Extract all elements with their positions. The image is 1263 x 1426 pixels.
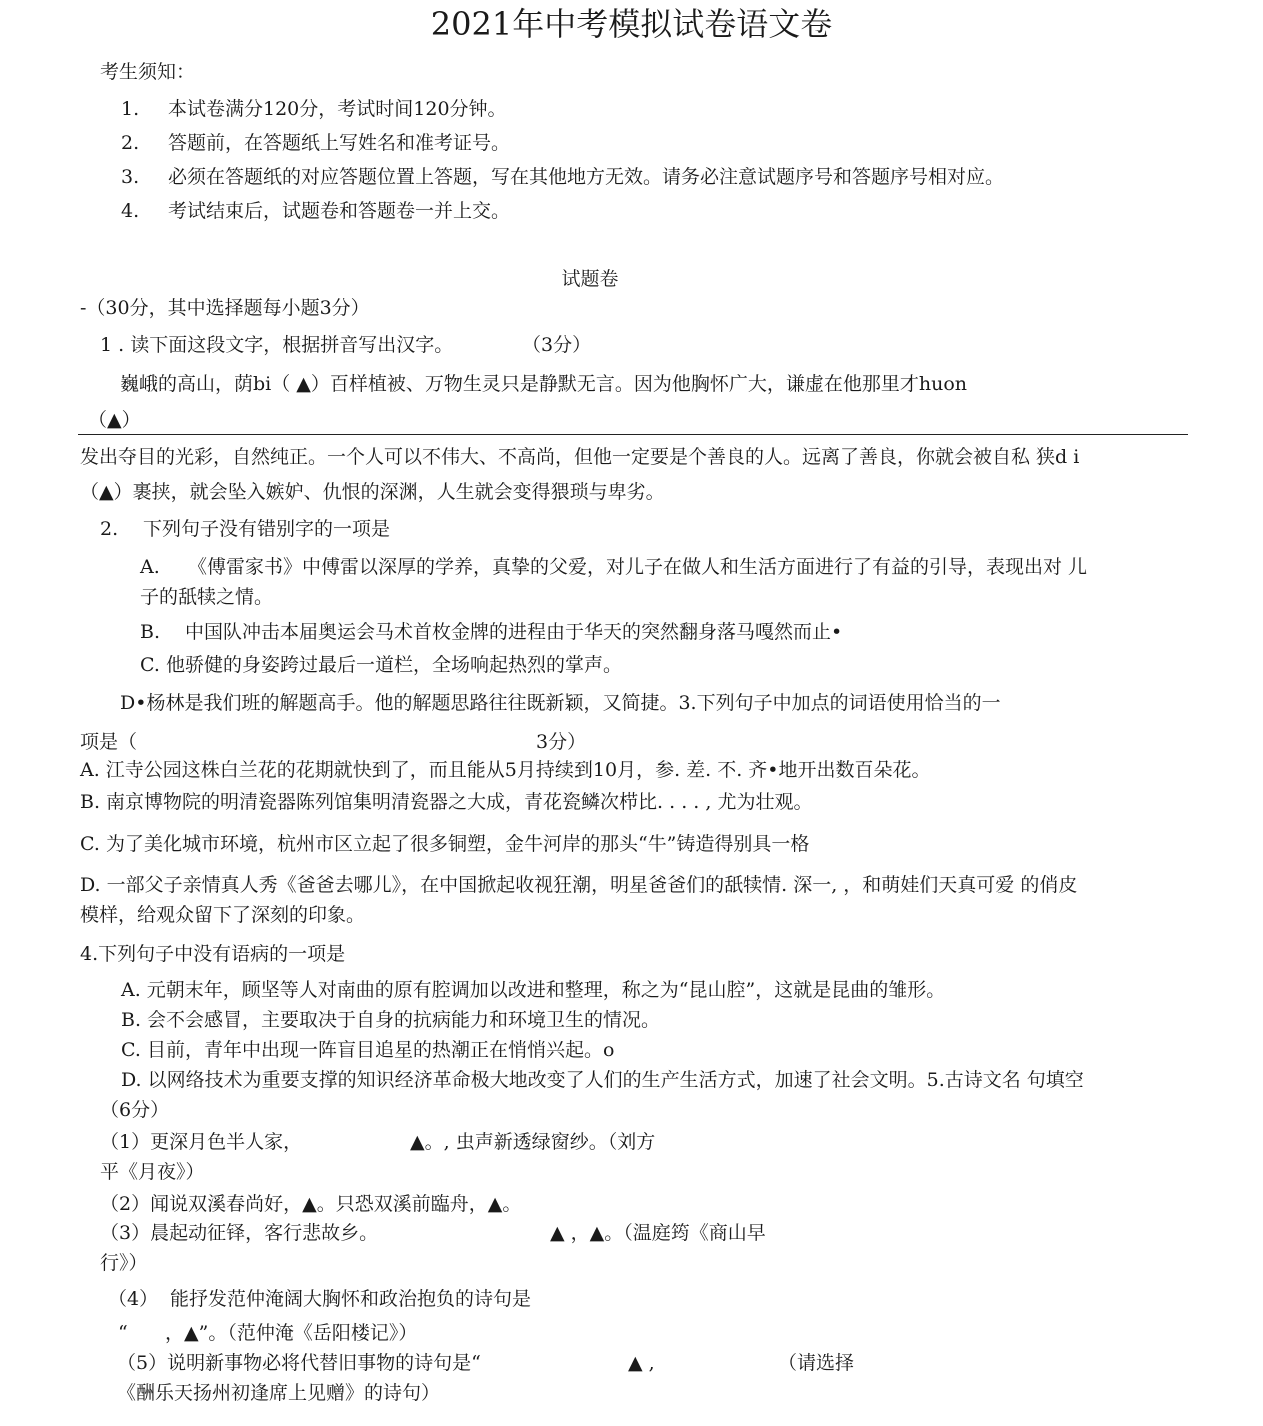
q2-option-label: A. — [140, 556, 160, 578]
part-one-heading: -（30分，其中选择题每小题3分） — [80, 297, 370, 319]
notice-number: 1. — [121, 98, 140, 120]
q5-item: （4） — [108, 1288, 159, 1310]
notice-text: 考试结束后，试题卷和答题卷一并上交。 — [168, 200, 511, 222]
q5-item: （3）晨起动征铎，客行悲故乡。 — [100, 1222, 379, 1244]
q1-score: （3分） — [522, 334, 592, 356]
q3-stem: 项是（ — [80, 731, 138, 753]
q2-option-c: C. 他骄健的身姿跨过最后一道栏，全场响起热烈的掌声。 — [140, 654, 622, 676]
q5-item: ▲ ，▲。（温庭筠《商山早 — [550, 1222, 766, 1244]
q3-option-c: C. 为了美化城市环境，杭州市区立起了很多铜塑，金牛河岸的那头“牛”铸造得别具一格 — [80, 833, 810, 855]
notice-number: 2. — [121, 132, 140, 154]
q5-score: （6分） — [100, 1099, 170, 1121]
q5-item: 能抒发范仲淹阔大胸怀和政治抱负的诗句是 — [170, 1288, 532, 1310]
q2-stem: 下列句子没有错别字的一项是 — [143, 518, 391, 540]
q1-passage-line: （▲）裹挟，就会坠入嫉妒、仇恨的深渊，人生就会变得猥琐与卑劣。 — [80, 481, 665, 503]
q5-item: “ — [118, 1322, 128, 1344]
q5-item: 平《月夜》） — [100, 1161, 205, 1183]
notice-heading: 考生须知： — [100, 61, 196, 83]
notice-text: 答题前，在答题纸上写姓名和准考证号。 — [168, 132, 511, 154]
section-label: 试题卷 — [561, 268, 619, 290]
q5-item: ，▲”。（范仲淹《岳阳楼记》） — [165, 1322, 418, 1344]
q5-item: 《酬乐天扬州初逢席上见赠》的诗句） — [117, 1382, 441, 1404]
q2-number: 2. — [100, 518, 119, 540]
q3-option-d: D. 一部父子亲情真人秀《爸爸去哪儿》，在中国掀起收视狂潮，明星爸爸们的舐犊情. 深一, ，和萌娃们天真可爱 的俏皮 — [80, 874, 1078, 896]
q1-passage-line: 巍峨的高山，荫bi（ ▲）百样植被、万物生灵只是静默无言。因为他胸怀广大，谦虚在他那里才huon — [120, 373, 968, 395]
q3-option-b: B. 南京博物院的明清瓷器陈列馆集明清瓷器之大成，青花瓷鳞次栉比. . . . , 尤为壮观。 — [80, 791, 813, 813]
q2-option-label: B. — [140, 621, 161, 643]
q2-option-d: D•杨林是我们班的解题高手。他的解题思路往往既新颖，又简捷。3.下列句子中加点的词语使用恰当的一 — [120, 692, 1001, 714]
q2-option-a: 子的舐犊之情。 — [140, 586, 274, 608]
q4-option-c: C. 目前，青年中出现一阵盲目追星的热潮正在悄悄兴起。o — [121, 1039, 615, 1061]
q1-passage-line: 发出夺目的光彩，自然纯正。一个人可以不伟大、不高尚，但他一定要是个善良的人。远离了善良，你就会被自私 狭d i — [80, 446, 1080, 468]
q2-option-a: 《傅雷家书》中傅雷以深厚的学养，真挚的父爱，对儿子在做人和生活方面进行了有益的引导，表现出对 儿 — [188, 556, 1088, 578]
q5-item: ▲ , — [628, 1352, 655, 1374]
q3-option-d: 模样，给观众留下了深刻的印象。 — [80, 904, 366, 926]
q4-option-b: B. 会不会感冒，主要取决于自身的抗病能力和环境卫生的情况。 — [121, 1009, 661, 1031]
q5-item: 行》） — [100, 1252, 148, 1274]
notice-text: 本试卷满分120分，考试时间120分钟。 — [168, 98, 507, 120]
notice-text: 必须在答题纸的对应答题位置上答题，写在其他地方无效。请务必注意试题序号和答题序号相对应。 — [168, 166, 1005, 188]
q5-item: （5）说明新事物必将代替旧事物的诗句是“ — [117, 1352, 481, 1374]
q3-option-a: A. 江寺公园这株白兰花的花期就快到了，而且能从5月持续到10月，参. 差. 不. 齐•地开出数百朵花。 — [80, 759, 931, 781]
notice-number: 3. — [121, 166, 140, 188]
divider-line — [78, 434, 1188, 435]
notice-number: 4. — [121, 200, 140, 222]
q1-passage-line: （▲） — [88, 409, 141, 431]
q4-option-d: D. 以网络技术为重要支撑的知识经济革命极大地改变了人们的生产生活方式，加速了社会文明。5.古诗文名 句填空 — [121, 1069, 1084, 1091]
q1-stem: 1 . 读下面这段文字，根据拼音写出汉字。 — [100, 334, 454, 356]
exam-title: 2021年中考模拟试卷语文卷 — [430, 5, 833, 43]
q5-item: （2）闻说双溪春尚好，▲。只恐双溪前臨舟，▲。 — [100, 1193, 522, 1215]
q5-item: ▲。, 虫声新透绿窗纱。（刘方 — [410, 1131, 656, 1153]
q5-item: （1）更深月色半人家， — [100, 1131, 303, 1153]
q2-option-b: 中国队冲击本届奥运会马术首枚金牌的进程由于华天的突然翻身落马嘎然而止• — [185, 621, 843, 643]
q5-item: （请选择 — [778, 1352, 855, 1374]
q4-stem: 4.下列句子中没有语病的一项是 — [80, 943, 346, 965]
q4-option-a: A. 元朝末年，顾坚等人对南曲的原有腔调加以改进和整理，称之为“昆山腔”，这就是昆曲的雏形。 — [121, 979, 946, 1001]
q3-score: 3分） — [536, 731, 587, 753]
